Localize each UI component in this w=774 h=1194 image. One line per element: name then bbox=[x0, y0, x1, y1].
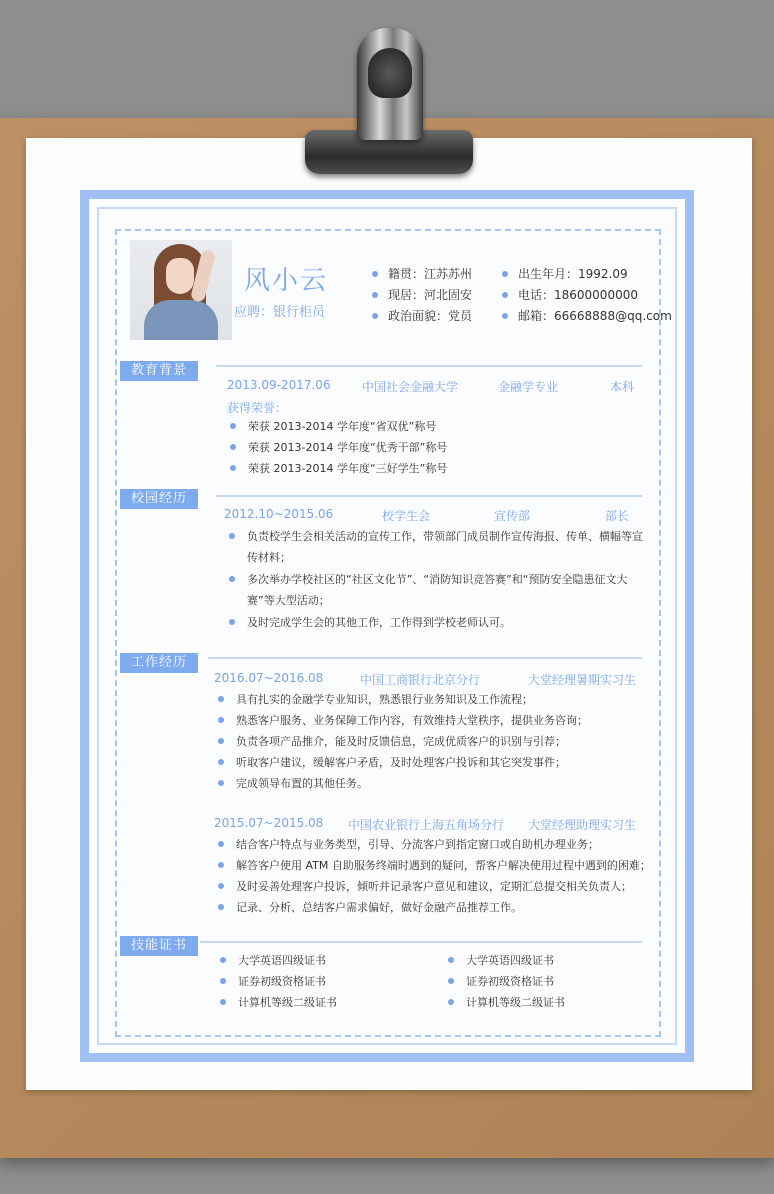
section-line bbox=[200, 941, 642, 943]
section-line bbox=[216, 495, 642, 497]
edu-degree: 本科 bbox=[610, 380, 635, 394]
list-item: 及时妥善处理客户投诉，倾听并记录客户意见和建议，定期汇总提交相关负责人； bbox=[236, 876, 632, 897]
section-line bbox=[208, 657, 642, 659]
candidate-name: 风小云 bbox=[244, 266, 329, 296]
profile-photo bbox=[130, 240, 232, 340]
list-item: 及时完成学生会的其他工作，工作得到学校老师认可。 bbox=[247, 612, 511, 633]
work-role: 大堂经理暑期实习生 bbox=[528, 673, 637, 687]
list-item: 证券初级资格证书 bbox=[466, 971, 554, 992]
list-item: 计算机等级二级证书 bbox=[238, 992, 337, 1013]
work-date: 2015.07~2015.08 bbox=[214, 816, 324, 830]
list-item: 荣获 2013-2014 学年度“优秀干部”称号 bbox=[248, 437, 447, 458]
list-item: 结合客户特点与业务类型，引导、分流客户到指定窗口或自助机办理业务； bbox=[236, 834, 599, 855]
edu-honors-title: 获得荣誉： bbox=[227, 401, 288, 415]
list-item: 大学英语四级证书 bbox=[466, 950, 554, 971]
campus-date: 2012.10~2015.06 bbox=[224, 507, 334, 521]
section-tag-campus: 校园经历 bbox=[120, 489, 198, 509]
work-company: 中国农业银行上海五角场分行 bbox=[348, 818, 505, 832]
list-item: 荣获 2013-2014 学年度“省双优”称号 bbox=[248, 416, 436, 437]
info-email: 邮箱：66668888@qq.com bbox=[502, 307, 672, 324]
list-item: 熟悉客户服务、业务保障工作内容，有效维持大堂秩序，提供业务咨询； bbox=[236, 710, 588, 731]
info-political: 政治面貌：党员 bbox=[372, 307, 472, 324]
edu-major: 金融学专业 bbox=[498, 380, 559, 394]
campus-dept: 宣传部 bbox=[494, 509, 531, 523]
section-tag-skills: 技能证书 bbox=[120, 936, 198, 956]
list-item: 解答客户使用 ATM 自助服务终端时遇到的疑问，帮客户解决使用过程中遇到的困难； bbox=[236, 855, 651, 876]
list-item: 完成领导布置的其他任务。 bbox=[236, 773, 368, 794]
section-line bbox=[216, 365, 642, 367]
info-residence: 现居：河北固安 bbox=[372, 286, 472, 303]
work-date: 2016.07~2016.08 bbox=[214, 671, 324, 685]
info-birth: 出生年月：1992.09 bbox=[502, 265, 628, 282]
list-item: 荣获 2013-2014 学年度“三好学生”称号 bbox=[248, 458, 447, 479]
list-item: 多次举办学校社区的“社区文化节”、“消防知识竞答赛”和“预防安全隐患征文大赛”等大型活动； bbox=[247, 569, 649, 611]
list-item: 记录、分析、总结客户需求偏好，做好金融产品推荐工作。 bbox=[236, 897, 522, 918]
work-company: 中国工商银行北京分行 bbox=[360, 673, 481, 687]
campus-role: 部长 bbox=[605, 509, 630, 523]
work-role: 大堂经理助理实习生 bbox=[528, 818, 637, 832]
campus-org: 校学生会 bbox=[382, 509, 431, 523]
clip-hole bbox=[368, 48, 412, 98]
list-item: 负责校学生会相关活动的宣传工作，带领部门成员制作宣传海报、传单、横幅等宣传材料； bbox=[247, 526, 649, 568]
section-tag-education: 教育背景 bbox=[120, 361, 198, 381]
info-native: 籍贯：江苏苏州 bbox=[372, 265, 472, 282]
info-phone: 电话：18600000000 bbox=[502, 286, 638, 303]
list-item: 大学英语四级证书 bbox=[238, 950, 326, 971]
edu-date: 2013.09-2017.06 bbox=[227, 378, 331, 392]
section-tag-work: 工作经历 bbox=[120, 653, 198, 673]
list-item: 具有扎实的金融学专业知识，熟悉银行业务知识及工作流程； bbox=[236, 689, 533, 710]
list-item: 证券初级资格证书 bbox=[238, 971, 326, 992]
list-item: 负责各项产品推介，能及时反馈信息，完成优质客户的识别与引荐； bbox=[236, 731, 566, 752]
list-item: 听取客户建议，缓解客户矛盾，及时处理客户投诉和其它突发事件； bbox=[236, 752, 566, 773]
edu-school: 中国社会金融大学 bbox=[362, 380, 459, 394]
apply-position: 应聘：银行柜员 bbox=[234, 305, 326, 320]
list-item: 计算机等级二级证书 bbox=[466, 992, 565, 1013]
